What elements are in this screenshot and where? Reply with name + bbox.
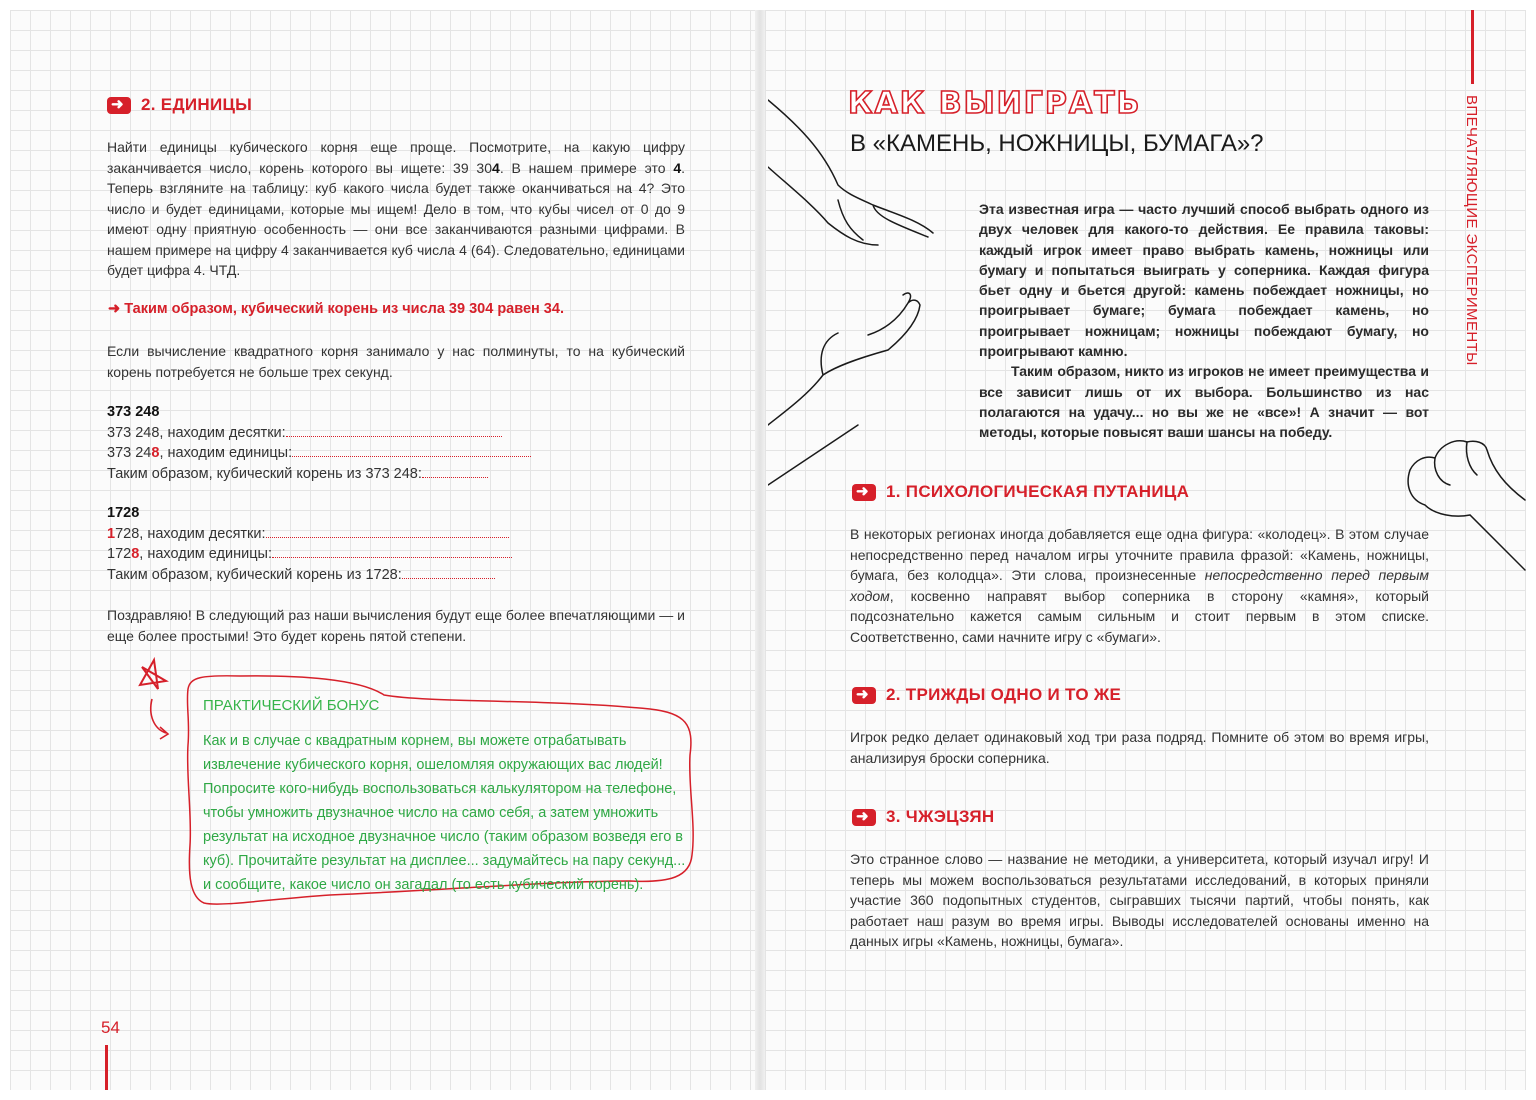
paper-hand-icon xyxy=(768,293,920,485)
exercise-number: 373 248 xyxy=(107,404,160,420)
intro-text xyxy=(979,199,1429,443)
bonus-title: ПРАКТИЧЕСКИЙ БОНУС xyxy=(203,697,380,714)
arrow-right-icon xyxy=(852,687,876,704)
bonus-text: Как и в случае с квадратным корнем, вы можете отрабатывать извлечение кубического корня, ошеломляя окружающих вас людей! Попросите кого-нибудь воспользоваться калькулятором на телефоне, чтобы умножить двузначное число на само себя, а затем умножить результат на исходное двузначное число (таким образом возведя его в куб). Прочитайте результат на дисплее... задумайтесь на пару секунд... и сообщите, какое число он загадал (то есть кубический корень). xyxy=(203,733,686,893)
intro-paragraph: Эта известная игра — часто лучший способ выбрать одного из двух человек для какого-то действия. Ее правила таковы: каждый игрок имеет право выбрать камень, ножницы или бумагу и попытаться выиграть у соперника. Каждая фигура бьет одну и бьется другой: камень побеждает ножницы, но проигрывает бумаге; бумага побеждает камень, но проигрывает ножницам; ножницы побеждают бумагу, но проигрывают камню. xyxy=(979,201,1429,360)
exercise-line-units: 373 248, находим единицы: xyxy=(107,443,531,464)
zhejiang-paragraph: Это странное слово — название не методики, а университета, который изучал игру! И теперь мы можем воспользоваться результатами исследований, в которых приняли участие 360 подопытных студентов, сыгравших тысячи партий, чтобы понять, как работает наш разум во время игры. Выводы исследователей основаны именно на данных игры «Камень, ножницы, бумага». xyxy=(850,851,1429,949)
exercise-line-tens: 1728, находим десятки: xyxy=(107,524,512,545)
section-heading-units: ➜2. ЕДИНИЦЫ xyxy=(107,95,252,115)
exercise-line-tens: 373 248, находим десятки: xyxy=(107,423,531,444)
exercise-number: 1728 xyxy=(107,505,140,521)
arrow-right-icon xyxy=(107,97,131,114)
bookmark-ribbon-left xyxy=(105,1045,108,1090)
scissors-hand-icon xyxy=(768,100,933,245)
conclusion-line: ➜ Таким образом, кубический корень из числа 39 304 равен 34. xyxy=(108,301,564,317)
section-heading-thrice: ➜2. ТРИЖДЫ ОДНО И ТО ЖЕ xyxy=(852,685,1121,705)
star-doodle-icon xyxy=(140,660,166,689)
chapter-label: ВПЕЧАТЛЯЮЩИЕ ЭКСПЕРИМЕНТЫ xyxy=(1463,95,1480,366)
arrow-right-icon xyxy=(852,809,876,826)
curved-arrow-doodle-icon xyxy=(151,699,168,739)
exercise-line-result: Таким образом, кубический корень из 373 248: xyxy=(107,464,531,485)
article-title: КАК ВЫИГРАТЬ xyxy=(848,86,1142,121)
timing-paragraph: Если вычисление квадратного корня занимало у нас полминуты, то на кубический корень потребуется не больше трех секунд. xyxy=(107,343,685,380)
congrats-paragraph: Поздравляю! В следующий раз наши вычисления будут еще более впечатляющими — и еще более простыми! Это будет корень пятой степени. xyxy=(107,607,685,644)
book-gutter xyxy=(755,10,765,1090)
bookmark-ribbon-right xyxy=(1471,10,1474,84)
article-subtitle: В «КАМЕНЬ, НОЖНИЦЫ, БУМАГА»? xyxy=(850,130,1264,157)
units-paragraph: Найти единицы кубического корня еще проще. Посмотрите, на какую цифру заканчивается число, корень которого вы ищете: 39 304. В нашем примере это 4. Теперь взгляните на таблицу: куб какого числа будет также оканчиваться на 4? Это число и будет единицами, которые мы ищем! Дело в том, что кубы чисел от 0 до 9 имеют одну приятную особенность — они все заканчиваются разными цифрами. В нашем примере на цифру 4 заканчивается куб числа 4 (64). Следовательно, единицами будет цифра 4. ЧТД. xyxy=(107,139,685,278)
exercise-1728 xyxy=(107,503,512,585)
section-heading-zhejiang: ➜3. ЧЖЭЦЗЯН xyxy=(852,807,994,827)
exercise-line-result: Таким образом, кубический корень из 1728: xyxy=(107,565,512,586)
exercise-line-units: 1728, находим единицы: xyxy=(107,544,512,565)
page-number: 54 xyxy=(101,1018,120,1037)
exercise-373248 xyxy=(107,402,531,484)
arrow-right-icon xyxy=(852,484,876,501)
section-heading-confusion: ➜1. ПСИХОЛОГИЧЕСКАЯ ПУТАНИЦА xyxy=(852,482,1189,502)
intro-paragraph: Таким образом, никто из игроков не имеет преимущества и все зависит лишь от их выбора. Большинство из нас полагаются на удачу... но вы же не «все»! А значит — вот методы, которые повысят ваши шансы на победу. xyxy=(979,363,1429,441)
confusion-paragraph: В некоторых регионах иногда добавляется еще одна фигура: «колодец». В этом случае непосредственно перед началом игры уточните правила фразой: «Камень, ножницы, бумага, без колодца». Эти слова, произнесенные непосредственно перед первым ходом, косвенно направят выбор соперника в сторону «камня», который подсознательно кажется самым сильным и стоит первым в этом списке. Соответственно, сами начните игру с «бумаги». xyxy=(850,526,1429,645)
thrice-paragraph: Игрок редко делает одинаковый ход три раза подряд. Помните об этом во время игры, анализируя броски соперника. xyxy=(850,729,1429,766)
arrow-icon: ➜ xyxy=(108,301,125,317)
